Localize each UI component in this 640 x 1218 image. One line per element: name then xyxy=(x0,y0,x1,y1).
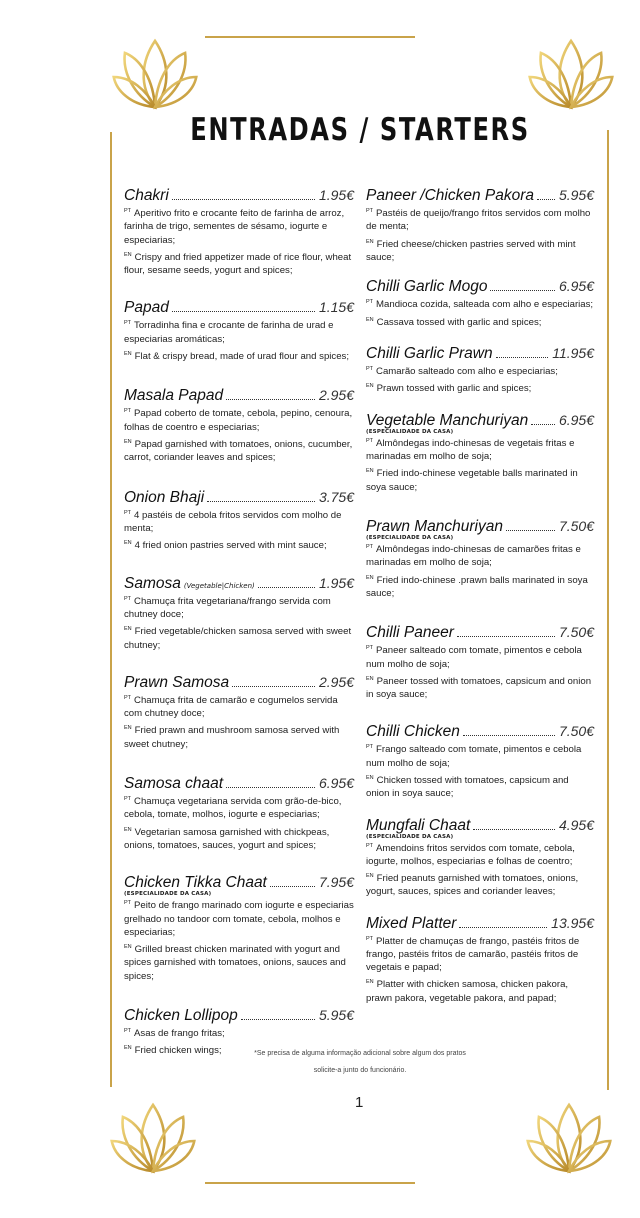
description-pt xyxy=(366,741,594,770)
dotted-leader xyxy=(473,829,555,830)
menu-item-name: Samosa xyxy=(124,574,181,592)
menu-item-header xyxy=(366,518,594,536)
dotted-leader xyxy=(506,530,555,531)
menu-item-header xyxy=(366,187,594,205)
menu-item-name: Mixed Platter xyxy=(366,914,457,932)
footnote-line-1: *Se precisa de alguma informação adicional sobre algum dos pratos xyxy=(254,1050,466,1057)
menu-item-name: Chicken Tikka Chaat xyxy=(124,874,267,892)
menu-item xyxy=(366,723,594,800)
dotted-leader xyxy=(270,886,315,887)
lang-tag-en: EN xyxy=(366,238,374,245)
menu-item-name: Onion Bhaji xyxy=(124,488,205,506)
house-specialty-tag: (ESPECIALIDADE DA CASA) xyxy=(366,833,454,840)
menu-item-price: 7.50€ xyxy=(558,723,594,740)
lang-tag-pt: PT xyxy=(124,694,132,701)
description-en-text: Fried indo-chinese vegetable balls marinated in soya sauce; xyxy=(366,468,578,493)
lotus-ornament-bottom-right xyxy=(526,1098,612,1184)
house-specialty-tag: (ESPECIALIDADE DA CASA) xyxy=(366,428,454,435)
description-en-text: 4 fried onion pastries served with mint sauce; xyxy=(134,540,327,552)
menu-item xyxy=(124,187,354,277)
lotus-ornament-top-right xyxy=(528,34,614,120)
description-pt xyxy=(124,897,354,939)
description-pt-text: Amendoins fritos servidos com tomate, cebola, iogurte, molhos, especiarias e folhas de coentro; xyxy=(366,842,575,867)
description-pt xyxy=(124,793,354,822)
description-en xyxy=(124,249,354,278)
menu-item xyxy=(124,775,354,852)
description-pt-text: Aperitivo frito e crocante feito de farinha de arroz, farinha de trigo, sementes de sésamo, iogurte e especiarias; xyxy=(124,208,345,246)
description-en xyxy=(366,380,594,395)
lang-tag-en: EN xyxy=(366,979,374,986)
menu-item xyxy=(124,387,354,464)
dotted-leader xyxy=(226,787,315,788)
bottom-border-line xyxy=(205,1182,415,1184)
menu-item-price: 13.95€ xyxy=(551,914,594,931)
dotted-leader xyxy=(457,636,555,637)
menu-item-price: 1.15€ xyxy=(318,299,354,316)
menu-item-header xyxy=(366,278,594,296)
description-en xyxy=(366,772,594,801)
menu-item xyxy=(366,278,594,329)
lang-tag-en: EN xyxy=(366,316,374,323)
menu-item-price: 11.95€ xyxy=(552,344,594,361)
menu-item-price: 7.95€ xyxy=(318,874,354,891)
lang-tag-pt: PT xyxy=(124,595,132,602)
description-pt xyxy=(366,642,594,671)
lang-tag-pt: PT xyxy=(366,744,374,751)
menu-item-name: Chilli Chicken xyxy=(366,723,460,741)
lang-tag-pt: PT xyxy=(124,509,132,516)
menu-item-name: Prawn Samosa xyxy=(124,673,230,691)
menu-item-header xyxy=(366,345,594,363)
description-en xyxy=(124,941,354,983)
menu-item-header xyxy=(124,299,354,317)
lang-tag-pt: PT xyxy=(366,365,374,372)
dotted-leader xyxy=(258,587,315,588)
menu-item-price: 1.95€ xyxy=(318,187,354,203)
menu-item-name: Chilli Garlic Mogo xyxy=(366,278,488,296)
lang-tag-pt: PT xyxy=(366,437,374,444)
menu-item xyxy=(366,518,594,600)
menu-item xyxy=(366,915,594,1005)
lang-tag-en: EN xyxy=(366,468,374,475)
page-title: ENTRADAS / STARTERS xyxy=(190,112,530,148)
menu-item xyxy=(366,187,594,264)
left-border-line xyxy=(110,132,112,1087)
dotted-leader xyxy=(232,686,315,687)
menu-column-left xyxy=(124,187,354,1057)
menu-item-variant-note: (Vegetable|Chicken) xyxy=(183,581,255,590)
dotted-leader xyxy=(537,199,555,200)
description-en xyxy=(366,870,594,899)
description-pt xyxy=(366,541,594,570)
menu-item-name: Chilli Paneer xyxy=(366,624,454,642)
description-en-text: Cassava tossed with garlic and spices; xyxy=(376,316,542,328)
description-pt-text: Mandioca cozida, salteada com alho e especiarias; xyxy=(376,299,594,311)
description-en-text: Fried cheese/chicken pastries served with mint sauce; xyxy=(366,238,576,263)
lang-tag-pt: PT xyxy=(366,299,374,306)
description-en-text: Fried peanuts garnished with tomatoes, onions, yogurt, sauces, spices and coriander leaves; xyxy=(366,873,579,898)
menu-item-header xyxy=(366,624,594,642)
description-en xyxy=(366,673,594,702)
description-en xyxy=(366,236,594,265)
lang-tag-en: EN xyxy=(124,626,132,633)
description-en xyxy=(366,572,594,601)
house-specialty-tag: (ESPECIALIDADE DA CASA) xyxy=(366,534,454,541)
description-pt xyxy=(366,435,594,464)
menu-item xyxy=(366,412,594,494)
description-en-text: Paneer tossed with tomatoes, capsicum and onion in soya sauce; xyxy=(366,675,592,701)
menu-item-price: 6.95€ xyxy=(318,774,354,791)
description-en xyxy=(124,623,354,652)
lang-tag-en: EN xyxy=(366,774,374,781)
description-pt xyxy=(124,692,354,721)
description-pt xyxy=(366,840,594,869)
description-en xyxy=(366,465,594,494)
description-en-text: Prawn tossed with garlic and spices; xyxy=(376,383,532,395)
menu-item xyxy=(366,624,594,701)
description-pt-text: Frango salteado com tomate, pimentos e cebola num molho de soja; xyxy=(366,744,582,769)
description-en xyxy=(124,537,354,552)
house-specialty-tag: (ESPECIALIDADE DA CASA) xyxy=(124,891,212,898)
menu-item-header xyxy=(124,575,354,593)
description-pt xyxy=(366,296,594,311)
menu-item-name: Vegetable Manchuriyan xyxy=(366,411,529,429)
menu-item-price: 6.95€ xyxy=(558,278,594,295)
menu-item-header xyxy=(124,775,354,793)
description-pt-text: Asas de frango fritas; xyxy=(134,1027,225,1039)
dotted-leader xyxy=(490,290,555,291)
menu-item-price: 2.95€ xyxy=(318,673,354,690)
lang-tag-pt: PT xyxy=(124,1027,132,1034)
lang-tag-en: EN xyxy=(366,873,374,880)
description-en-text: Platter with chicken samosa, chicken pakora, prawn pakora, vegetable pakora, and papad; xyxy=(366,979,569,1004)
menu-item-header xyxy=(366,723,594,741)
top-border-line xyxy=(205,36,415,38)
lang-tag-pt: PT xyxy=(366,645,374,652)
lang-tag-en: EN xyxy=(124,943,132,950)
description-en-text: Fried chicken wings; xyxy=(134,1045,222,1057)
description-en xyxy=(124,722,354,751)
lang-tag-en: EN xyxy=(124,251,132,258)
description-pt xyxy=(366,933,594,975)
lang-tag-pt: PT xyxy=(366,208,374,214)
menu-item xyxy=(124,874,354,983)
dotted-leader xyxy=(241,1019,315,1020)
description-en xyxy=(124,436,354,465)
menu-item-header xyxy=(124,1007,354,1025)
description-pt xyxy=(124,405,354,434)
lang-tag-pt: PT xyxy=(366,842,374,849)
menu-item xyxy=(124,299,354,363)
menu-item-price: 5.95€ xyxy=(558,187,594,203)
lang-tag-en: EN xyxy=(124,1045,132,1052)
menu-item-price: 7.50€ xyxy=(558,624,594,641)
lotus-ornament-top-left xyxy=(112,34,198,120)
description-pt-text: Chamuça frita vegetariana/frango servida com chutney doce; xyxy=(124,595,331,620)
description-pt-text: Papad coberto de tomate, cebola, pepino, cenoura, folhas de coentro e especiarias; xyxy=(124,408,353,433)
description-en-text: Fried vegetable/chicken samosa served with sweet chutney; xyxy=(124,626,352,651)
lang-tag-pt: PT xyxy=(124,795,132,802)
dotted-leader xyxy=(531,424,555,425)
menu-item xyxy=(366,817,594,899)
menu-item xyxy=(366,345,594,396)
menu-item-price: 3.75€ xyxy=(318,488,354,505)
dotted-leader xyxy=(226,399,315,400)
menu-item-name: Chilli Garlic Prawn xyxy=(366,344,493,362)
description-pt xyxy=(366,363,594,378)
description-pt xyxy=(124,1025,354,1040)
description-pt-text: Peito de frango marinado com iogurte e especiarias grelhado no tandoor com tomate, cebola, molhos e especiarias; xyxy=(124,900,354,938)
description-en-text: Grilled breast chicken marinated with yogurt and spices garnished with tomatoes, onions, sauces and spices; xyxy=(124,944,346,982)
lotus-ornament-bottom-left xyxy=(110,1098,196,1184)
right-border-line xyxy=(607,130,609,1090)
lang-tag-pt: PT xyxy=(124,900,132,907)
lang-tag-en: EN xyxy=(124,826,132,833)
description-pt-text: Camarão salteado com alho e especiarias; xyxy=(376,366,558,378)
description-pt-text: Almôndegas indo-chinesas de vegetais fritas e marinadas em molho de soja; xyxy=(366,437,575,463)
lang-tag-en: EN xyxy=(366,574,374,581)
description-pt-text: Paneer salteado com tomate, pimentos e cebola num molho de soja; xyxy=(366,645,582,670)
lang-tag-en: EN xyxy=(124,438,132,445)
lang-tag-en: EN xyxy=(124,350,132,357)
description-pt-text: Platter de chamuças de frango, pastéis fritos de frango, pastéis fritos de camarão, pastéis fritos de vegetais e papad; xyxy=(366,935,580,974)
description-en-text: Papad garnished with tomatoes, onions, cucumber, carrot, coriander leaves and spices; xyxy=(124,439,353,464)
menu-column-right xyxy=(366,187,594,1005)
description-en-text: Fried prawn and mushroom samosa served with sweet chutney; xyxy=(124,725,340,750)
description-pt-text: Almôndegas indo-chinesas de camarões fritas e marinadas em molho de soja; xyxy=(366,544,581,569)
menu-item-price: 4.95€ xyxy=(558,816,594,833)
menu-item-price: 6.95€ xyxy=(558,411,594,428)
description-en-text: Crispy and fried appetizer made of rice flour, wheat flour, sesame seeds, yogurt and spices; xyxy=(124,251,352,277)
dotted-leader xyxy=(172,311,315,312)
description-pt-text: Chamuça vegetariana servida com grão-de-bico, cebola, tomate, molhos, iogurte e especiarias; xyxy=(124,796,342,821)
menu-item xyxy=(124,575,354,652)
description-en xyxy=(124,824,354,853)
description-pt xyxy=(366,205,594,234)
menu-item-name: Samosa chaat xyxy=(124,774,224,792)
description-en xyxy=(366,314,594,329)
page-number: 1 xyxy=(355,1094,364,1111)
description-en-text: Chicken tossed with tomatoes, capsicum and onion in soya sauce; xyxy=(366,775,569,800)
menu-item-name: Mungfali Chaat xyxy=(366,816,471,834)
lang-tag-pt: PT xyxy=(124,408,132,415)
description-pt-text: 4 pastéis de cebola fritos servidos com molho de menta; xyxy=(124,509,342,534)
lang-tag-pt: PT xyxy=(366,935,374,942)
menu-item-header xyxy=(124,187,354,205)
menu-item-name: Paneer /Chicken Pakora xyxy=(366,187,535,204)
menu-item-header xyxy=(124,674,354,692)
menu-item-price: 5.95€ xyxy=(318,1006,354,1023)
menu-item-name: Chakri xyxy=(124,187,169,204)
description-pt-text: Pastéis de queijo/frango fritos servidos com molho de menta; xyxy=(366,208,591,233)
lang-tag-pt: PT xyxy=(124,320,132,327)
description-pt-text: Torradinha fina e crocante de farinha de urad e especiarias aromáticas; xyxy=(124,320,334,345)
description-en-text: Flat & crispy bread, made of urad flour and spices; xyxy=(134,351,350,363)
menu-item-header xyxy=(366,412,594,430)
lang-tag-en: EN xyxy=(124,725,132,732)
menu-item-price: 7.50€ xyxy=(558,517,594,534)
dotted-leader xyxy=(207,501,315,502)
menu-item xyxy=(124,674,354,751)
dotted-leader xyxy=(496,357,549,358)
menu-item-name: Masala Papad xyxy=(124,387,224,405)
lang-tag-en: EN xyxy=(366,675,374,682)
menu-item-price: 1.95€ xyxy=(318,574,354,591)
dotted-leader xyxy=(463,735,555,736)
menu-item-header xyxy=(124,387,354,405)
description-en-text: Fried indo-chinese .prawn balls marinated in soya sauce; xyxy=(366,574,588,599)
description-pt xyxy=(124,593,354,622)
description-pt xyxy=(124,317,354,346)
lang-tag-pt: PT xyxy=(366,543,374,550)
menu-item-header xyxy=(124,489,354,507)
menu-item-name: Papad xyxy=(124,299,169,317)
menu-item-header xyxy=(366,817,594,835)
dotted-leader xyxy=(172,199,315,200)
dotted-leader xyxy=(459,927,547,928)
menu-item-header xyxy=(366,915,594,933)
lang-tag-en: EN xyxy=(366,383,374,390)
menu-item-header xyxy=(124,874,354,892)
description-pt-text: Chamuça frita de camarão e cogumelos servida com chutney doce; xyxy=(124,694,338,720)
menu-item-name: Chicken Lollipop xyxy=(124,1006,238,1024)
description-en xyxy=(366,976,594,1005)
description-pt xyxy=(124,507,354,536)
description-pt xyxy=(124,205,354,247)
menu-item-price: 2.95€ xyxy=(318,387,354,404)
description-en-text: Vegetarian samosa garnished with chickpeas, onions, tomatoes, sauces, yogurt and spices; xyxy=(124,826,330,851)
menu-item xyxy=(124,489,354,553)
description-en xyxy=(124,348,354,363)
lang-tag-en: EN xyxy=(124,540,132,547)
menu-item-name: Prawn Manchuriyan xyxy=(366,517,503,535)
lang-tag-pt: PT xyxy=(124,208,132,214)
footnote-line-2: solicite-a junto do funcionário. xyxy=(313,1067,407,1074)
